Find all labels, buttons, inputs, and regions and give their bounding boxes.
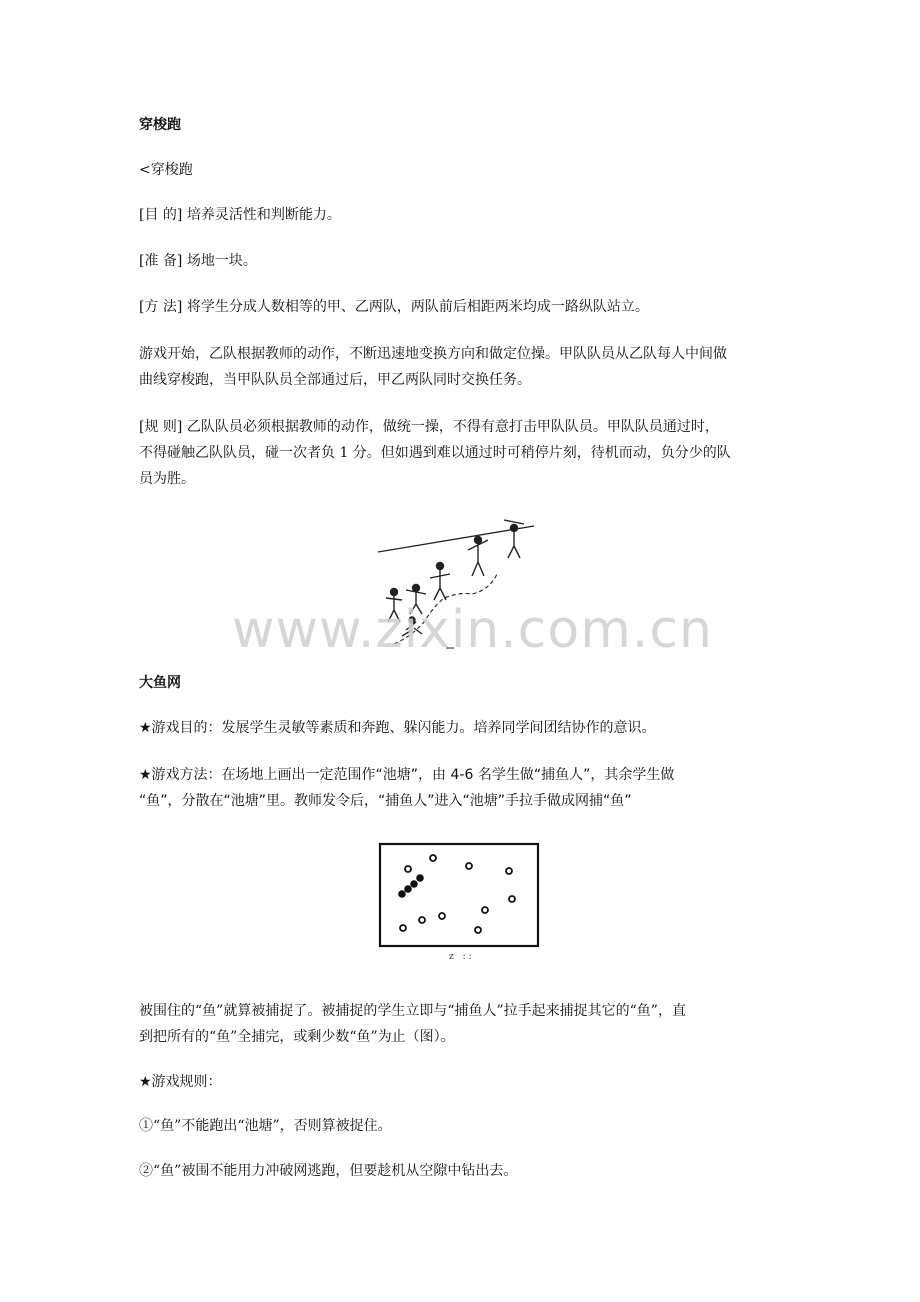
paragraph-rules-line-3: 员为胜。 xyxy=(139,471,195,487)
paragraph-game-method-line-1: ★游戏方法：在场地上画出一定范围作“池塘”，由 4-6 名学生做“捕鱼人”，其余学生做 xyxy=(139,767,675,783)
paragraph-game-rule-1: ①“鱼”不能跑出“池塘”，否则算被捉住。 xyxy=(139,1118,392,1134)
paragraph-method: [方 法] 将学生分成人数相等的甲、乙两队，两队前后相距两米均成一路纵队站立。 xyxy=(139,299,649,315)
section-title-big-fish-net: 大鱼网 xyxy=(139,675,181,691)
paragraph-play-line-1: 游戏开始，乙队根据教师的动作，不断迅速地变换方向和做定位操。甲队队员从乙队每人中间做 xyxy=(139,346,727,362)
fish-pond-diagram xyxy=(378,842,542,950)
paragraph-preparation: [准 备] 场地一块。 xyxy=(139,253,257,269)
paragraph-game-rule-2: ②“鱼”被围不能用力冲破网逃跑，但要趁机从空隙中钻出去。 xyxy=(139,1163,518,1179)
figure-caption: z :: xyxy=(449,952,475,962)
paragraph-game-continue-line-1: 被围住的“鱼”就算被捕捉了。被捕捉的学生立即与“捕鱼人”拉手起来捕捉其它的“鱼”，直 xyxy=(139,1003,686,1019)
paragraph-play-line-2: 曲线穿梭跑，当甲队队员全部通过后，甲乙两队同时交换任务。 xyxy=(139,372,531,388)
section-subtitle-shuttle-run: <穿梭跑 xyxy=(139,162,193,178)
section-title-shuttle-run: 穿梭跑 xyxy=(139,117,181,133)
paragraph-game-rules-title: ★游戏规则： xyxy=(139,1074,222,1090)
paragraph-rules-line-1: [规 则] 乙队队员必须根据教师的动作，做统一操，不得有意打击甲队队员。甲队队员通过时， xyxy=(139,419,719,435)
watermark: www.zixin.com.cn xyxy=(232,600,713,660)
paragraph-game-continue-line-2: 到把所有的“鱼”全捕完，或剩少数“鱼”为止（图）。 xyxy=(139,1029,455,1045)
paragraph-purpose: [目 的] 培养灵活性和判断能力。 xyxy=(139,207,341,223)
paragraph-game-method-line-2: “鱼”，分散在“池塘”里。教师发令后，“捕鱼人”进入“池塘”手拉手做成网捕“鱼” xyxy=(139,793,632,809)
paragraph-game-goal: ★游戏目的：发展学生灵敏等素质和奔跑、躲闪能力。培养同学间团结协作的意识。 xyxy=(139,720,656,736)
paragraph-rules-line-2: 不得碰触乙队队员，碰一次者负 1 分。但如遇到难以通过时可稍停片刻，待机而动，负分少的队 xyxy=(139,445,731,461)
